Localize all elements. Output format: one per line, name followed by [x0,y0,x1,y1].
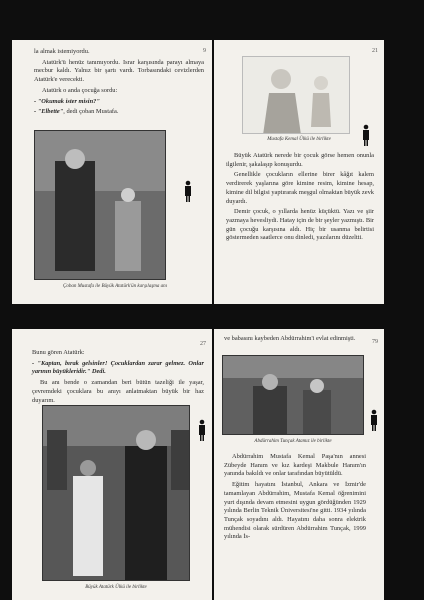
photo-caption: Abdürrahim Tunçak Atamız ile birlikte [254,439,332,444]
quote-line: - "Kaptan, bırak gelsinler! Çocuklardan zarar gelmez. Onlar yarının büyükleridir." Dedi. [32,359,204,376]
page-text [34,48,204,119]
quote-rest: , dedi çoban Mustafa. [63,108,119,116]
book-page-9 [12,40,212,304]
page-number: 21 [372,48,378,54]
text-line: la almak istemiyordu. [34,48,90,55]
page-number: 79 [372,339,378,345]
book-page-21 [214,40,384,304]
sketch-illustration [243,57,350,134]
photo-illustration [223,356,364,435]
photo-atatürk-with-shepherd [34,130,166,280]
page-text-top [224,335,364,346]
text-paragraph: Atatürk'ü henüz tanımıyordu. Israr karşısında parayı almaya mecbur kaldı. Yalnız bir şartı vardı. Torbasındaki cevizlerden Atatürk'e verecekti. [34,58,204,84]
photo-illustration [35,131,166,280]
text-paragraph: Eğitim hayatını İstanbul, Ankara ve İzmir'de tamamlayan Abdürrahim, Mustafa Kemal öğrenimini yurt dışında devam etmesini uygun gördüğünden 1929 yılında Berlin Teknik Üniversitesi'ne gitti. 1934 yılında Tunçak soyadını aldı. Hayatını daha sonra elektrik mühendisi olarak sürdüren Abdürrahim Tunçak, 1999 yılında İs- [224,481,366,541]
book-page-79 [214,329,384,600]
page-number: 9 [203,48,206,54]
photo-atatürk-with-ulku [42,405,190,581]
quote-reply: - "Elbette" [34,108,64,116]
text-paragraph: Demir çocuk, o yıllarda henüz küçüktü. Yazı ve şiir yazmaya hevesliydi. Hatay için de bir şeyler yazmıştı. Bir gün çocuğu karşısına aldı. Hiç bir usanma belirtisi göstermeden saatlerce onu dinledi, yazılarını düzeltti. [226,208,375,242]
text-paragraph: Genellikle çocukların ellerine birer kâğıt kalem verdirerek yaşlarına göre kimine resim, kimine hesap, kimine dil bilgisi yaptırarak meşgul olmaktan büyük zevk duyardı. [226,171,374,205]
page-number: 27 [200,341,206,347]
page-text [32,349,204,407]
decor-figure [368,409,380,431]
decor-figure [360,124,372,146]
text-line: Bunu gören Atatürk: [32,349,85,356]
photo-caption: Büyük Atatürk Ülkü ile birlikte [85,585,147,590]
page-text [224,453,366,544]
quote-line: - "Okumak ister misin?" [34,97,100,105]
photo-illustration [43,406,190,581]
text-paragraph: Büyük Atatürk nerede bir çocuk görse hemen onunla ilgilenir, şakalaşıp konuşurdu. [226,152,374,168]
decor-figure [196,419,208,441]
atatürk-silhouette-icon [360,124,372,146]
text-line: Atatürk o anda çocuğa sordu: [42,86,118,94]
quote-line [34,108,204,117]
photo-atatürk-with-abdurrahim [222,355,364,435]
text-paragraph: Abdürrahim Mustafa Kemal Paşa'nın annesi Zübeyde Hanım ve kız kardeşi Makbule Hanım'ın yanında bakıldı ve onlar tarafından büyütüldü. [224,453,366,478]
page-text [226,152,374,245]
text-line: ve babasını kaybeden Abdürrahim'i evlat edinmişti. [224,335,356,342]
text-paragraph: Bu anı bende o zamandan beri bütün tazeliği ile yaşar, çevremdeki çocuklara bu anıyı anlatmaktan büyük bir haz duyarım. [32,379,204,404]
decor-figure [182,180,194,202]
atatürk-silhouette-icon [182,180,194,202]
photo-caption: Mustafa Kemal Ülkü ile birlikte [267,137,331,142]
sketch-atatürk-with-ulku [242,56,350,134]
photo-caption: Çoban Mustafa ile Büyük Atatürk'ün karşılaşma anı [62,284,168,289]
atatürk-silhouette-icon [368,409,380,431]
book-page-27 [12,329,212,600]
atatürk-silhouette-icon [196,419,208,441]
